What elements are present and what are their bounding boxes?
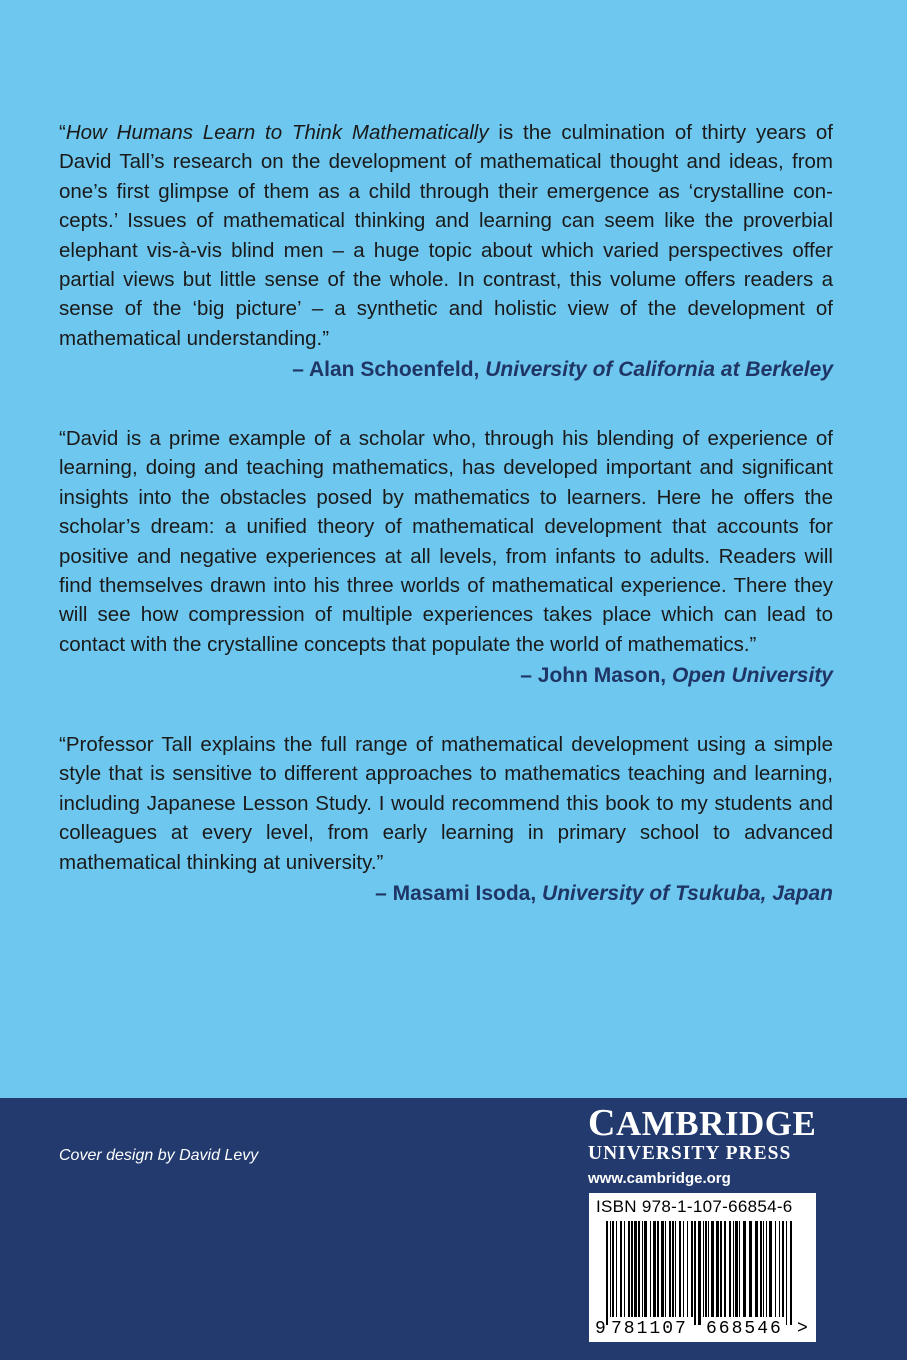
barcode-bar [628, 1221, 630, 1317]
attribution [59, 661, 833, 690]
quote-mason [59, 424, 833, 690]
barcode-bar [779, 1221, 780, 1317]
isbn-label: ISBN 978-1-107-66854-6 [596, 1197, 793, 1216]
barcode-bar [624, 1221, 625, 1317]
barcode-bar [790, 1221, 792, 1325]
barcode-bar [735, 1221, 738, 1317]
barcode-bar [669, 1221, 671, 1317]
barcode-bar [775, 1221, 776, 1317]
barcode-bar [760, 1221, 762, 1317]
quote-text: “David is a prime example of a scholar who, through his blending of experience of learning, doing and teaching mathematics, has developed important and significant insights into the obstacles posed by mathematics to learners. Here he offers the scholar’s dream: a unified theory of mathematical development that accounts for positive and negative experiences at all levels, from infants to adults. Readers will find themselves drawn into his three worlds of mathematical experience. There they will see how compression of multiple experiences takes place which can lead to contact with the crystalline concepts that populate the world of mathematics.” [59, 427, 833, 656]
barcode-bar [711, 1221, 714, 1317]
barcode-bar [743, 1221, 746, 1317]
barcode-bar [653, 1221, 656, 1317]
quote-text [59, 118, 833, 353]
attribution-affiliation: University of Tsukuba, Japan [542, 882, 833, 906]
barcode-bar [606, 1221, 608, 1325]
barcode-bar [644, 1221, 647, 1317]
barcode-bar [698, 1221, 701, 1325]
attribution-author: – Alan Schoenfeld, [292, 358, 486, 382]
barcode-bar [642, 1221, 643, 1317]
quote-isoda [59, 730, 833, 908]
barcode-bar [739, 1221, 740, 1317]
barcode-bar [716, 1221, 719, 1317]
barcode-first-digit: 9 [595, 1319, 606, 1339]
barcode-bar [724, 1221, 726, 1317]
barcode-bar [675, 1221, 676, 1317]
publisher-website: www.cambridge.org [588, 1170, 731, 1187]
publisher-name: CAMBRIDGE [588, 1102, 817, 1144]
quote-body: is the culmination of thirty years of David Tall’s research on the development of mathematical thought and ideas, from one’s first glimpse of them as a child through their emergence as ‘crystalline con-cepts.’ Issues of mathematical thinking and learning can seem like the proverbial elephant vis-à-vis blind men – a huge topic about which varied perspectives offer partial views but little sense of the whole. In contrast, this volume offers readers a sense of the ‘big picture’ – a synthetic and holistic view of the development of mathematical understanding.” [59, 121, 833, 350]
barcode-bar [683, 1221, 684, 1317]
barcode-bar [720, 1221, 722, 1317]
attribution-affiliation: Open University [671, 664, 833, 688]
barcode-bar [694, 1221, 696, 1325]
barcode-bar [657, 1221, 659, 1317]
barcode-bar [616, 1221, 617, 1317]
barcode-bar [638, 1221, 640, 1317]
barcode-bar [763, 1221, 764, 1317]
publisher-logo [588, 1103, 818, 1189]
barcode-bar [691, 1221, 693, 1317]
barcode-digit-group-1: 781107 [611, 1319, 688, 1339]
barcode-bar [620, 1221, 622, 1317]
quote-text: “Professor Tall explains the full range of mathematical development using a simple style that is sensitive to different approaches to mathematics teaching and learning, including Japanese Lesson Study. I would recommend this book to my students and colleagues at every level, from early learning in primary school to advanced mathematical thinking at university.” [59, 733, 833, 874]
isbn-barcode [589, 1193, 816, 1342]
barcode-bar [749, 1221, 752, 1317]
barcode-bar [687, 1221, 688, 1317]
book-title: How Humans Learn to Think Mathematically [65, 121, 489, 144]
barcode-bar [672, 1221, 674, 1317]
open-quote-mark: “ [59, 121, 66, 144]
attribution [59, 879, 833, 908]
barcode-bar [610, 1221, 611, 1317]
attribution-author: – John Mason, [520, 664, 672, 688]
attribution [59, 355, 833, 384]
barcode-bar [705, 1221, 707, 1317]
barcode-bar [755, 1221, 758, 1317]
barcode-bar [631, 1221, 633, 1317]
barcode-digit-group-2: 668546 [706, 1319, 783, 1339]
barcode-bar [634, 1221, 637, 1317]
barcode-bar [729, 1221, 731, 1317]
barcode-bar [703, 1221, 704, 1317]
barcode-bar [786, 1221, 787, 1325]
barcode-bar [661, 1221, 664, 1317]
quote-schoenfeld [59, 118, 833, 384]
barcode-bar [769, 1221, 772, 1317]
barcode-bar [679, 1221, 681, 1317]
attribution-author: – Masami Isoda, [375, 882, 543, 906]
publisher-subtitle: UNIVERSITY PRESS [588, 1143, 792, 1164]
barcode-bar [665, 1221, 666, 1317]
barcode-arrow: > [797, 1319, 808, 1339]
barcode-bar [733, 1221, 734, 1317]
barcode-bar [782, 1221, 784, 1317]
barcode-bar [650, 1221, 651, 1317]
cover-design-credit: Cover design by David Levy [59, 1147, 259, 1164]
barcode-bar [766, 1221, 767, 1317]
barcode-bar [612, 1221, 614, 1317]
barcode-bar [708, 1221, 709, 1317]
attribution-affiliation: University of California at Berkeley [485, 358, 833, 382]
